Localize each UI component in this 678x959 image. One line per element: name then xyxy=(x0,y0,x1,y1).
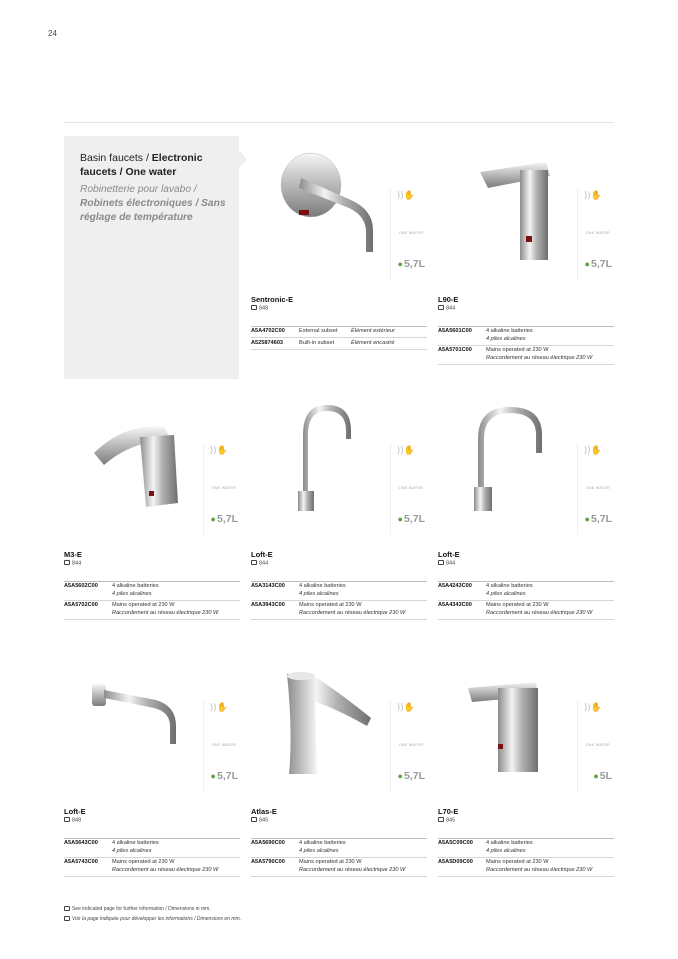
product-code: A5A5702C00 xyxy=(64,602,98,609)
product-card xyxy=(438,140,614,365)
book-icon xyxy=(438,817,444,822)
code-row xyxy=(251,338,427,350)
code-row xyxy=(64,858,240,877)
flow-rate xyxy=(593,770,612,782)
flow-rate xyxy=(211,770,238,782)
code-desc-fr: Élément extérieur xyxy=(351,328,395,334)
code-desc-en: 4 alkaline batteries xyxy=(299,840,346,846)
code-row xyxy=(251,839,427,858)
code-desc-fr: Raccordement au réseau électrique 230 W xyxy=(486,354,593,361)
code-desc-en: Mains operated at 230 W xyxy=(299,602,362,609)
footnote-en-text: See indicated page for further information / Dimensions in mm. xyxy=(72,906,211,912)
footnotes xyxy=(64,904,241,924)
flow-value: 5,7L xyxy=(216,770,238,782)
page-ref-value: 844 xyxy=(72,560,82,567)
product-name: Loft-E xyxy=(64,807,86,816)
code-row xyxy=(64,582,240,601)
product-codes xyxy=(64,581,240,620)
product-card xyxy=(438,652,614,877)
product-page-ref xyxy=(251,305,427,312)
one-water-label: ONE WATER xyxy=(585,231,610,235)
product-image-area xyxy=(251,140,427,285)
product-code: A5A5C09C00 xyxy=(438,840,473,846)
code-row xyxy=(438,601,614,620)
book-icon xyxy=(438,560,444,565)
product-image-area xyxy=(438,652,614,797)
book-icon xyxy=(64,916,70,921)
product-code: A5A4343C00 xyxy=(438,602,472,609)
product-name: L70-E xyxy=(438,807,459,816)
flow-rate xyxy=(398,513,425,525)
product-code: A5A3143C00 xyxy=(251,583,285,589)
flow-value: 5,7L xyxy=(216,513,238,525)
page-ref-value: 844 xyxy=(446,560,456,567)
code-desc-fr: Raccordement au réseau électrique 230 W xyxy=(112,866,219,873)
product-name: Loft-E xyxy=(251,550,273,559)
footnote-fr-text: Voir la page indiquée pour développer les informations / Dimensions en mm. xyxy=(72,916,242,922)
page-ref-value: 845 xyxy=(259,817,269,824)
product-code: A5A5D09C00 xyxy=(438,859,473,866)
faucet-image xyxy=(64,395,204,540)
intro-title xyxy=(80,151,230,179)
flow-rate xyxy=(585,258,612,270)
sensor-icon: ⟩⟩✋ xyxy=(209,445,229,455)
product-card xyxy=(251,140,427,350)
product-name: M3-E xyxy=(64,550,82,559)
product-code: A525874603 xyxy=(251,339,284,346)
product-codes xyxy=(251,326,427,350)
faucet-image xyxy=(438,395,578,540)
water-drop-icon: ● xyxy=(397,514,403,524)
sensor-icon: ⟩⟩✋ xyxy=(583,702,603,712)
product-codes xyxy=(64,838,240,877)
code-desc-en: Mains operated at 230 W xyxy=(112,602,175,609)
code-row xyxy=(438,346,614,365)
intro-title-plain: Basin faucets / xyxy=(80,152,152,164)
intro-title-bold: Electronic faucets / One water xyxy=(80,152,203,178)
product-code: A5A5701C00 xyxy=(438,347,472,354)
code-desc-en: External subset xyxy=(299,328,338,334)
sensor-icon: ⟩⟩✋ xyxy=(583,445,603,455)
code-desc-fr: Raccordement au réseau électrique 230 W xyxy=(486,609,593,616)
code-desc-fr: Raccordement au réseau électrique 230 W xyxy=(299,866,406,873)
product-codes xyxy=(438,326,614,365)
product-image-area xyxy=(64,652,240,797)
code-desc-fr: 4 piles alcalines xyxy=(299,590,339,597)
faucet-image xyxy=(438,652,578,797)
water-drop-icon: ● xyxy=(584,259,590,269)
code-desc-fr: Raccordement au réseau électrique 230 W xyxy=(299,609,406,616)
product-code: A5A5601C00 xyxy=(438,328,472,334)
faucet-image xyxy=(251,395,391,540)
one-water-label: ONE WATER xyxy=(211,743,236,747)
page-ref-value: 844 xyxy=(446,305,456,312)
footnote-en xyxy=(64,904,241,914)
intro-arrow xyxy=(239,150,247,168)
code-desc-en: Built-in subset xyxy=(299,339,335,346)
faucet-image xyxy=(64,652,204,797)
product-codes xyxy=(251,581,427,620)
product-card xyxy=(64,395,240,620)
code-desc-en: 4 alkaline batteries xyxy=(112,840,159,846)
code-row xyxy=(438,839,614,858)
product-code: A5A5743C00 xyxy=(64,859,98,866)
product-image-area xyxy=(438,140,614,285)
flow-rate xyxy=(398,258,425,270)
one-water-label: ONE WATER xyxy=(398,231,423,235)
product-card xyxy=(251,652,427,877)
code-desc-fr: Élément encastré xyxy=(351,339,395,346)
code-desc-en: 4 alkaline batteries xyxy=(112,583,159,589)
code-row xyxy=(438,327,614,346)
product-code: A5A5602C00 xyxy=(64,583,98,589)
product-page-ref xyxy=(64,560,240,567)
code-row xyxy=(64,601,240,620)
code-desc-en: 4 alkaline batteries xyxy=(486,328,533,334)
code-row xyxy=(438,582,614,601)
flow-rate xyxy=(585,513,612,525)
product-code: A5A5690C00 xyxy=(251,840,285,846)
code-desc-en: Mains operated at 230 W xyxy=(486,859,549,866)
code-row xyxy=(251,858,427,877)
intro-panel xyxy=(64,136,239,379)
product-codes xyxy=(438,838,614,877)
sensor-icon: ⟩⟩✋ xyxy=(396,190,416,200)
footnote-fr xyxy=(64,914,241,924)
book-icon xyxy=(251,560,257,565)
one-water-label: ONE WATER xyxy=(211,486,236,490)
code-desc-fr: 4 piles alcalines xyxy=(112,590,152,597)
product-code: A5A4243C00 xyxy=(438,583,472,589)
product-card xyxy=(251,395,427,620)
product-page-ref xyxy=(251,560,427,567)
product-image-area xyxy=(251,395,427,540)
product-image-area xyxy=(438,395,614,540)
faucet-image xyxy=(251,652,391,797)
code-row xyxy=(438,858,614,877)
product-image-area xyxy=(64,395,240,540)
flow-rate xyxy=(398,770,425,782)
water-drop-icon: ● xyxy=(210,771,216,781)
code-desc-fr: 4 piles alcalines xyxy=(486,335,526,342)
water-drop-icon: ● xyxy=(584,514,590,524)
code-desc-fr: 4 piles alcalines xyxy=(112,847,152,854)
product-page-ref xyxy=(438,305,614,312)
page-ref-value: 848 xyxy=(259,305,269,312)
sensor-icon: ⟩⟩✋ xyxy=(396,445,416,455)
code-row xyxy=(251,327,427,339)
one-water-label: ONE WATER xyxy=(585,743,610,747)
code-desc-fr: Raccordement au réseau électrique 230 W xyxy=(486,866,593,873)
sensor-icon: ⟩⟩✋ xyxy=(583,190,603,200)
book-icon xyxy=(64,817,70,822)
product-name: Loft-E xyxy=(438,550,460,559)
flow-value: 5,7L xyxy=(403,258,425,270)
flow-value: 5,7L xyxy=(403,770,425,782)
sensor-icon: ⟩⟩✋ xyxy=(396,702,416,712)
book-icon xyxy=(251,817,257,822)
water-drop-icon: ● xyxy=(593,771,599,781)
product-page-ref xyxy=(438,560,614,567)
product-card xyxy=(438,395,614,620)
code-desc-en: 4 alkaline batteries xyxy=(299,583,346,589)
code-desc-en: Mains operated at 230 W xyxy=(112,859,175,866)
page-number: 24 xyxy=(48,29,57,38)
book-icon xyxy=(64,560,70,565)
flow-value: 5,7L xyxy=(590,258,612,270)
intro-subtitle-plain: Robinetterie pour lavabo / xyxy=(80,184,197,195)
code-row xyxy=(64,839,240,858)
one-water-label: ONE WATER xyxy=(585,486,610,490)
product-name: Atlas-E xyxy=(251,807,277,816)
page-ref-value: 848 xyxy=(72,817,82,824)
product-page-ref xyxy=(438,817,614,824)
book-icon xyxy=(64,906,70,911)
code-desc-fr: 4 piles alcalines xyxy=(486,590,526,597)
product-page-ref xyxy=(64,817,240,824)
product-card xyxy=(64,652,240,877)
water-drop-icon: ● xyxy=(397,771,403,781)
water-drop-icon: ● xyxy=(210,514,216,524)
code-desc-en: Mains operated at 230 W xyxy=(299,859,362,866)
water-drop-icon: ● xyxy=(397,259,403,269)
code-row xyxy=(251,601,427,620)
product-name: L90-E xyxy=(438,295,459,304)
book-icon xyxy=(438,305,444,310)
sensor-icon: ⟩⟩✋ xyxy=(209,702,229,712)
faucet-image xyxy=(438,140,578,285)
code-desc-fr: 4 piles alcalines xyxy=(299,847,339,854)
code-desc-fr: 4 piles alcalines xyxy=(486,847,526,854)
faucet-image xyxy=(251,140,391,285)
product-code: A5A5790C00 xyxy=(251,859,285,866)
code-desc-fr: Raccordement au réseau électrique 230 W xyxy=(112,609,219,616)
page-ref-value: 844 xyxy=(259,560,269,567)
product-image-area xyxy=(251,652,427,797)
product-name: Sentronic-E xyxy=(251,295,294,304)
code-desc-en: Mains operated at 230 W xyxy=(486,602,549,609)
book-icon xyxy=(251,305,257,310)
one-water-label: ONE WATER xyxy=(398,486,423,490)
page-ref-value: 845 xyxy=(446,817,456,824)
code-row xyxy=(251,582,427,601)
product-code: A5A3943C00 xyxy=(251,602,285,609)
product-page-ref xyxy=(251,817,427,824)
top-divider xyxy=(64,122,614,123)
flow-value: 5,7L xyxy=(590,513,612,525)
product-codes xyxy=(251,838,427,877)
code-desc-en: Mains operated at 230 W xyxy=(486,347,549,354)
product-code: A5A4702C00 xyxy=(251,328,285,334)
intro-subtitle-bold: Robinets électroniques / Sans réglage de température xyxy=(80,198,226,223)
code-desc-en: 4 alkaline batteries xyxy=(486,583,533,589)
product-code: A5A5643C00 xyxy=(64,840,98,846)
flow-value: 5,7L xyxy=(403,513,425,525)
code-desc-en: 4 alkaline batteries xyxy=(486,840,533,846)
flow-rate xyxy=(211,513,238,525)
flow-value: 5L xyxy=(599,770,612,782)
product-codes xyxy=(438,581,614,620)
intro-subtitle xyxy=(80,183,235,225)
one-water-label: ONE WATER xyxy=(398,743,423,747)
